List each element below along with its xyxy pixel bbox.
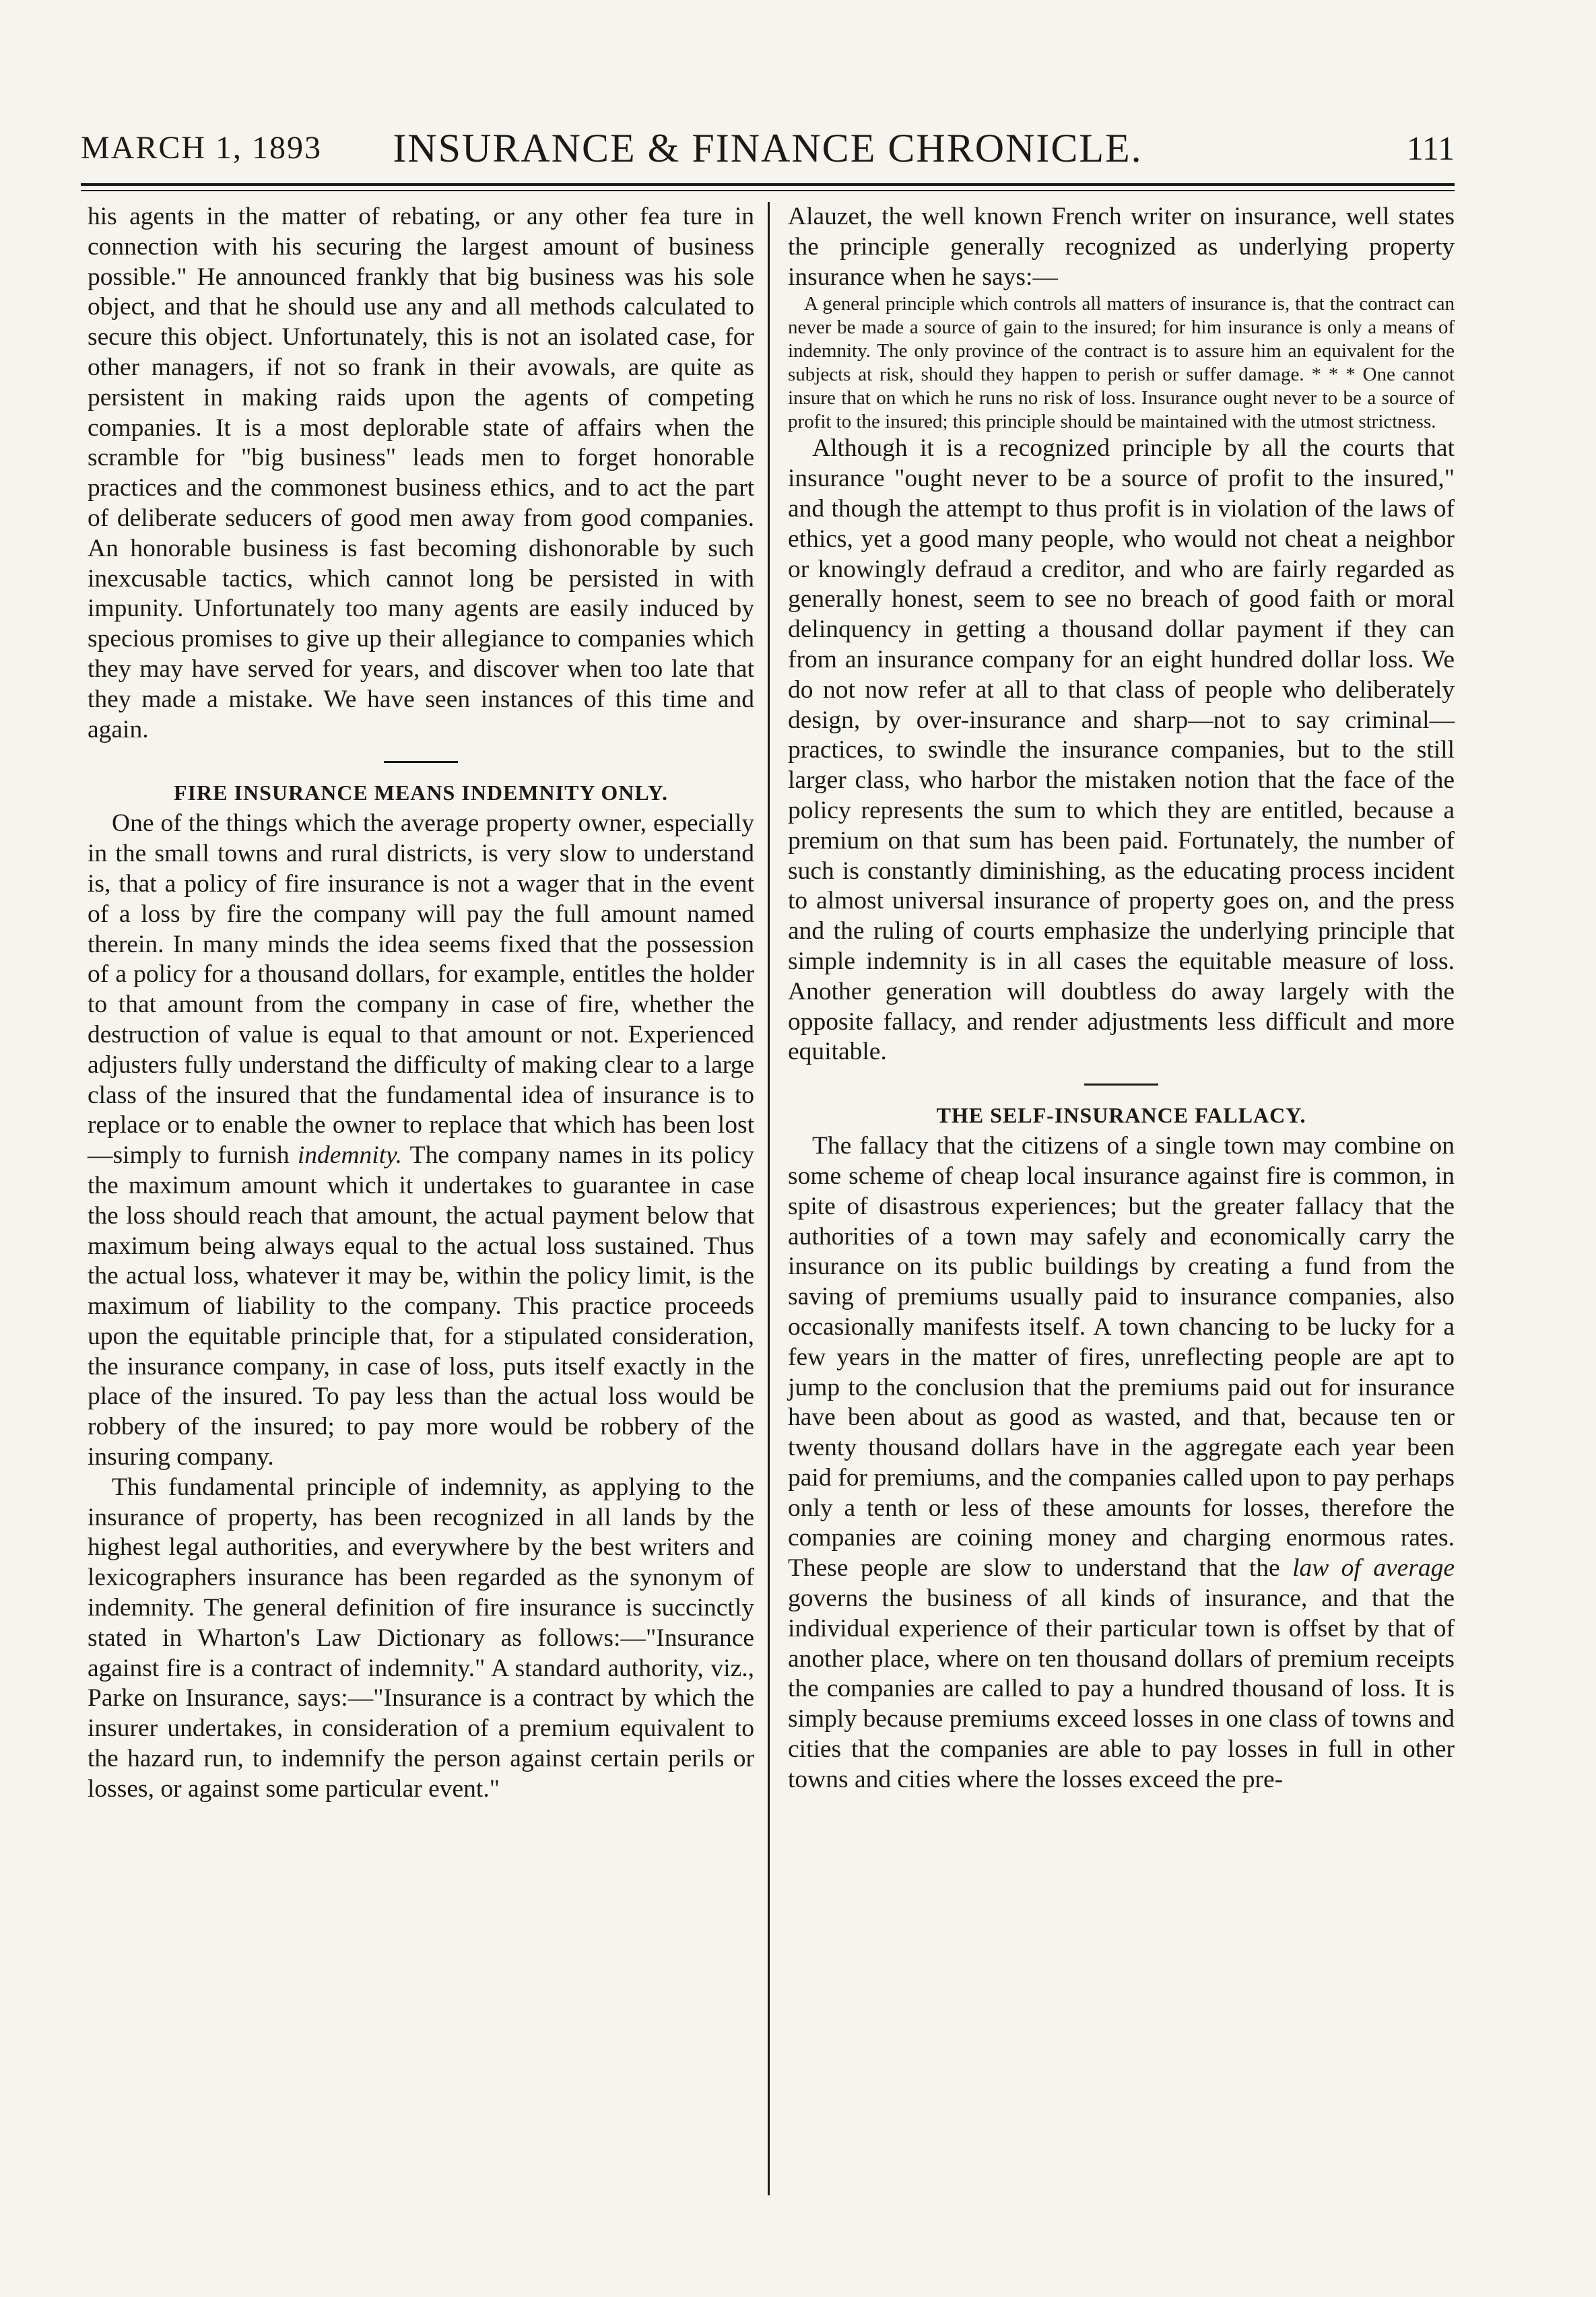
publication-title: INSURANCE & FINANCE CHRONICLE.	[393, 126, 1143, 170]
header-rule	[81, 183, 1455, 186]
page-header	[81, 121, 1455, 175]
paragraph-text: governs the business of all kinds of insurance, and that the individual experience of their particular town is offset by that of another place, where on ten thousand dollars of premium receipts the companies are called to pay a hundred thousand of loss. It is simply because premiums exceed losses in one class of towns and cities that the companies are able to pay losses in full in other towns and cities where the losses exceed the pre-	[788, 1585, 1455, 1793]
issue-date: MARCH 1, 1893	[81, 130, 323, 166]
block-quote: A general principle which controls all matters of insurance is, that the contract can never be made a source of gain to the insured; for him insurance is only a means of indemnity. The only province of the contract is to assure him an equivalent for the subjects at risk, should they happen to perish or suffer damage. * * * One cannot insure that on which he runs no risk of loss. Insurance ought never to be a source of profit to the insured; this principle should be maintained with the utmost strictness.	[788, 293, 1455, 433]
article-paragraph	[88, 809, 754, 1473]
paragraph-text: The fallacy that the citizens of a single town may combine on some scheme of cheap local insurance against fire is common, in spite of disastrous experiences; but the greater fallacy that the authorities of a town may safely and economically carry the insurance on its public buildings by creating a fund from the saving of premiums usually paid to insurance companies, also occasionally manifests itself. A town chancing to be lucky for a few years in the matter of fires, unreflecting people are apt to jump to the conclusion that the premiums paid out for insurance have been about as good as wasted, and that, because ten or twenty thousand dollars have in the aggregate each year been paid for premiums, and the companies called upon to pay perhaps only a tenth or less of these amounts for losses, therefore the companies are coining money and charging enormous rates. These people are slow to understand that the	[788, 1132, 1455, 1583]
article-heading-fire-insurance: FIRE INSURANCE MEANS INDEMNITY ONLY.	[174, 780, 668, 805]
section-divider	[1084, 1084, 1158, 1086]
italic-term: indemnity.	[297, 1141, 403, 1170]
paragraph-text: The company names in its policy the maximum amount which it undertakes to guarantee in case the loss should reach that amount, the actual payment below that maximum being always equal to the actual loss sustained. Thus the actual loss, whatever it may be, within the policy limit, is the maximum of liability to the company. This practice proceeds upon the equitable principle that, for a stipulated consideration, the insurance company, in case of loss, puts itself exactly in the place of the insured. To pay less than the actual loss would be robbery of the insured; to pay more would be robbery of the insuring company.	[88, 1141, 754, 1471]
paragraph-text: One of the things which the average property owner, especially in the small towns and rural districts, is very slow to understand is, that a policy of fire insurance is not a wager that in the event of a loss by fire the company will pay the full amount named therein. In many minds the idea seems fixed that the possession of a policy for a thousand dollars, for example, entitles the holder to that amount from the company in case of fire, whether the destruction of value is equal to that amount or not. Experienced adjusters fully understand the difficulty of making clear to a large class of the insured that the fundamental idea of insurance is to replace or to enable the owner to replace that which has been lost—simply to furnish	[88, 809, 754, 1170]
section-divider	[384, 761, 458, 763]
left-column	[88, 202, 754, 1805]
right-column	[788, 202, 1455, 1795]
italic-term: law of average	[1292, 1554, 1455, 1583]
article-continuation-paragraph: his agents in the matter of rebating, or any other fea ture in connection with his securing the largest amount of business possible." He announced frankly that big business was his sole object, and that he should use any and all methods calculated to secure this object. Unfortunately, this is not an isolated case, for other managers, if not so frank in their avowals, are quite as persistent in making raids upon the agents of competing companies. It is a most deplorable state of affairs when the scramble for "big business" leads men to forget honorable practices and the commonest business ethics, and to act the part of deliberate seducers of good men away from good companies. An honorable business is fast becoming dishonorable by such inexcusable tactics, which cannot long be persisted in with impunity. Unfortunately too many agents are easily induced by specious promises to give up their allegiance to companies which they may have served for years, and discover when too late that they made a mistake. We have seen instances of this time and again.	[88, 203, 754, 743]
article-heading-self-insurance: THE SELF-INSURANCE FALLACY.	[936, 1103, 1306, 1128]
article-paragraph: Alauzet, the well known French writer on insurance, well states the principle generally recognized as underlying property insurance when he says:—	[788, 203, 1455, 291]
header-rule-thin	[81, 190, 1455, 191]
article-paragraph: Although it is a recognized principle by all the courts that insurance "ought never to be a source of profit to the insured," and though the attempt to thus profit is in violation of the laws of ethics, yet a good many people, who would not cheat a neighbor or knowingly defraud a creditor, and who are fairly regarded as generally honest, seem to see no breach of good faith or moral delinquency in getting a thousand dollar payment if they can from an insurance company for an eight hundred dollar loss. We do not now refer at all to that class of people who deliberately design, by over-insurance and sharp—not to say criminal—practices, to swindle the insurance companies, but to the still larger class, who harbor the mistaken notion that the face of the policy represents the sum to which they are entitled, because a premium on that sum has been paid. Fortunately, the number of such is constantly diminishing, as the educating process incident to almost universal insurance of property goes on, and the press and the ruling of courts emphasize the underlying principle that simple indemnity is in all cases the equitable measure of loss. Another generation will doubtless do away largely with the opposite fallacy, and render adjustments less difficult and more equitable.	[788, 434, 1455, 1066]
column-divider	[768, 202, 770, 2195]
article-paragraph: This fundamental principle of indemnity, as applying to the insurance of property, has been recognized in all lands by the highest legal authorities, and everywhere by the best writers and lexicographers insurance has been regarded as the synonym of indemnity. The general definition of fire insurance is succinctly stated in Wharton's Law Dictionary as follows:—"Insurance against fire is a contract of indemnity." A standard authority, viz., Parke on Insurance, says:—"Insurance is a contract by which the insurer undertakes, in consideration of a premium equivalent to the hazard run, to indemnify the person against certain perils or losses, or against some particular event."	[88, 1473, 754, 1803]
page-number: 111	[1406, 129, 1455, 167]
article-paragraph	[788, 1131, 1455, 1795]
